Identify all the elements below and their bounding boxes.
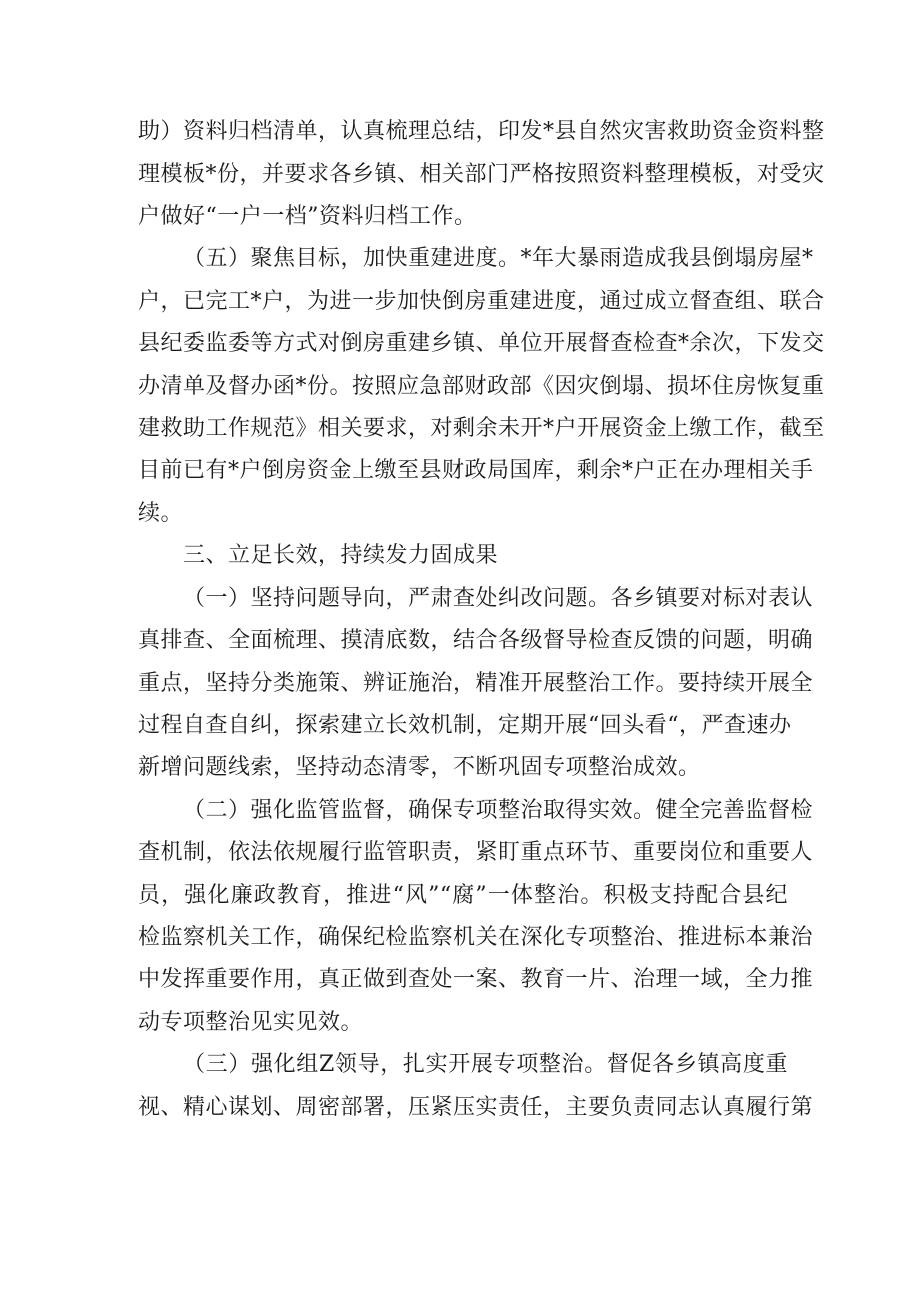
text-line: 新增问题线索，坚持动态清零，不断巩固专项整治成效。 — [138, 755, 701, 780]
paragraph-start-line: （三）强化组Z领导，扎实开展专项整治。督促各乡镇高度重 — [183, 1052, 788, 1077]
text-line: 户做好“一户一档”资料归档工作。 — [138, 204, 477, 229]
text-line: 员，强化廉政教育，推进“风”“腐”一体整治。积极支持配合县纪 — [138, 883, 788, 908]
paragraph-start-line: （二）强化监管监督，确保专项整治取得实效。健全完善监督检 — [183, 798, 814, 823]
text-line: 查机制，依法依规履行监管职责，紧盯重点环节、重要岗位和重要人 — [138, 840, 814, 865]
paragraph-start-line: （一）坚持问题导向，严肃查处纠改问题。各乡镇要对标对表认 — [183, 586, 814, 611]
text-line: 检监察机关工作，确保纪检监察机关在深化专项整治、推进标本兼治 — [138, 925, 814, 950]
paragraph-start-line: （五）聚焦目标，加快重建进度。*年大暴雨造成我县倒塌房屋* — [183, 246, 814, 271]
text-line: 理模板*份，并要求各乡镇、相关部门严格按照资料整理模板，对受灾 — [138, 162, 825, 187]
text-line: 视、精心谋划、周密部署，压紧压实责任，主要负责同志认真履行第 — [138, 1095, 814, 1120]
text-line: 目前已有*户倒房资金上缴至县财政局国库，剩余*户正在办理相关手 — [138, 458, 814, 483]
text-line: 中发挥重要作用，真正做到查处一案、教育一片、治理一域，全力推 — [138, 967, 814, 992]
text-line: 过程自查自纠，探索建立长效机制，定期开展“回头看“，严查速办 — [138, 713, 792, 738]
text-line: 建救助工作规范》相关要求，对剩余未开*户开展资金上缴工作，截至 — [138, 416, 825, 441]
text-line: 户，已完工*户，为进一步加快倒房重建进度，通过成立督查组、联合 — [138, 289, 825, 314]
text-line: 动专项整治见实见效。 — [138, 1010, 364, 1035]
text-line: 续。 — [138, 501, 184, 526]
section-heading: 三、立足长效，持续发力固成果 — [183, 543, 499, 568]
text-line: 办清单及督办函*份。按照应急部财政部《因灾倒塌、损坏住房恢复重 — [138, 374, 825, 399]
text-line: 真排查、全面梳理、摸清底数，结合各级督导检查反馈的问题，明确 — [138, 628, 814, 653]
text-line: 县纪委监委等方式对倒房重建乡镇、单位开展督查检查*余次，下发交 — [138, 331, 825, 356]
text-line: 助）资料归档清单，认真梳理总结，印发*县自然灾害救助资金资料整 — [138, 119, 825, 144]
text-line: 重点，坚持分类施策、辨证施治，精准开展整治工作。要持续开展全 — [138, 671, 814, 696]
